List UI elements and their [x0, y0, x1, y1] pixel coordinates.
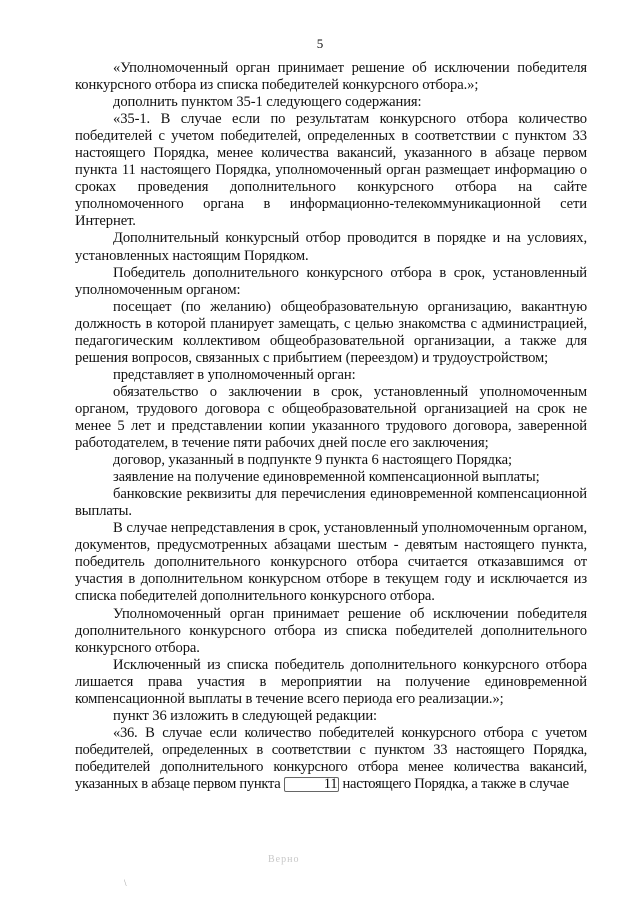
- paragraph-last-after: настоящего Порядка, а также в случае: [339, 775, 569, 792]
- paragraph: пункт 36 изложить в следующей редакции:: [113, 707, 377, 724]
- highlighted-number: 11: [284, 777, 339, 792]
- paragraph: Победитель дополнительного конкурсного отбора в срок, установленный уполномоченным органом:: [75, 264, 587, 298]
- paragraph: банковские реквизиты для перечисления единовременной компенсационной выплаты.: [75, 486, 587, 520]
- paragraph: дополнить пунктом 35-1 следующего содержания:: [113, 94, 422, 111]
- paragraph: обязательство о заключении в срок, установленный уполномоченным органом, трудового договора с общеобразовательной организацией на срок не менее 5 лет и представлении копии указанного трудового договора, заверенной работодателем, в течение пяти рабочих дней после его заключения;: [75, 383, 587, 452]
- page-number: 5: [316, 36, 324, 51]
- paragraph: Уполномоченный орган принимает решение об исключении победителя дополнительного конкурсного отбора из списка победителей дополнительного конкурсного отбора.: [75, 605, 587, 656]
- paragraph: договор, указанный в подпункте 9 пункта 6 настоящего Порядка;: [113, 452, 512, 469]
- paragraph: Исключенный из списка победитель дополнительного конкурсного отбора лишается права участия в мероприятии на получение единовременной компенсационной выплаты в течение всего периода его реализации.»;: [75, 656, 587, 707]
- paragraph: заявление на получение единовременной компенсационной выплаты;: [113, 469, 540, 486]
- document-body: [75, 60, 587, 793]
- paragraph-last: [75, 725, 587, 793]
- paragraph-last-before: «36. В случае если количество победителей конкурсного отбора с учетом победителей, определенных в соответствии с пунктом 33 настоящего Порядка, победителей дополнительного конкурсного отбора менее количества вакансий, указанных в абзаце первом пункта: [75, 724, 587, 792]
- corner-mark: \: [124, 878, 127, 888]
- paragraph: «35-1. В случае если по результатам конкурсного отбора количество победителей с учетом победителей, определенных в соответствии с пунктом 33 настоящего Порядка, менее количества вакансий, указанного в абзаце первом пункта 11 настоящего Порядка, уполномоченный орган размещает информацию о сроках проведения дополнительного конкурсного отбора на сайте уполномоченного органа в информационно-телекоммуникационной сети Интернет.: [75, 111, 587, 230]
- paragraph: «Уполномоченный орган принимает решение об исключении победителя конкурсного отбора из списка победителей конкурсного отбора.»;: [75, 60, 587, 94]
- paragraph: посещает (по желанию) общеобразовательную организацию, вакантную должность в которой планирует замещать, с целью знакомства с администрацией, педагогическим коллективом общеобразовательной организации, а также для решения вопросов, связанных с прибытием (переездом) и трудоустройством;: [75, 298, 587, 366]
- stamp-trace: Верно: [268, 854, 300, 865]
- paragraph: Дополнительный конкурсный отбор проводится в порядке и на условиях, установленных настоящим Порядком.: [75, 230, 587, 264]
- paragraph: представляет в уполномоченный орган:: [113, 366, 356, 383]
- paragraph: В случае непредставления в срок, установленный уполномоченным органом, документов, предусмотренных абзацами шестым - девятым настоящего пункта, победитель дополнительного конкурсного отбора считается отказавшимся от участия в дополнительном конкурсном отборе в текущем году и исключается из списка победителей дополнительного конкурсного отбора.: [75, 520, 587, 605]
